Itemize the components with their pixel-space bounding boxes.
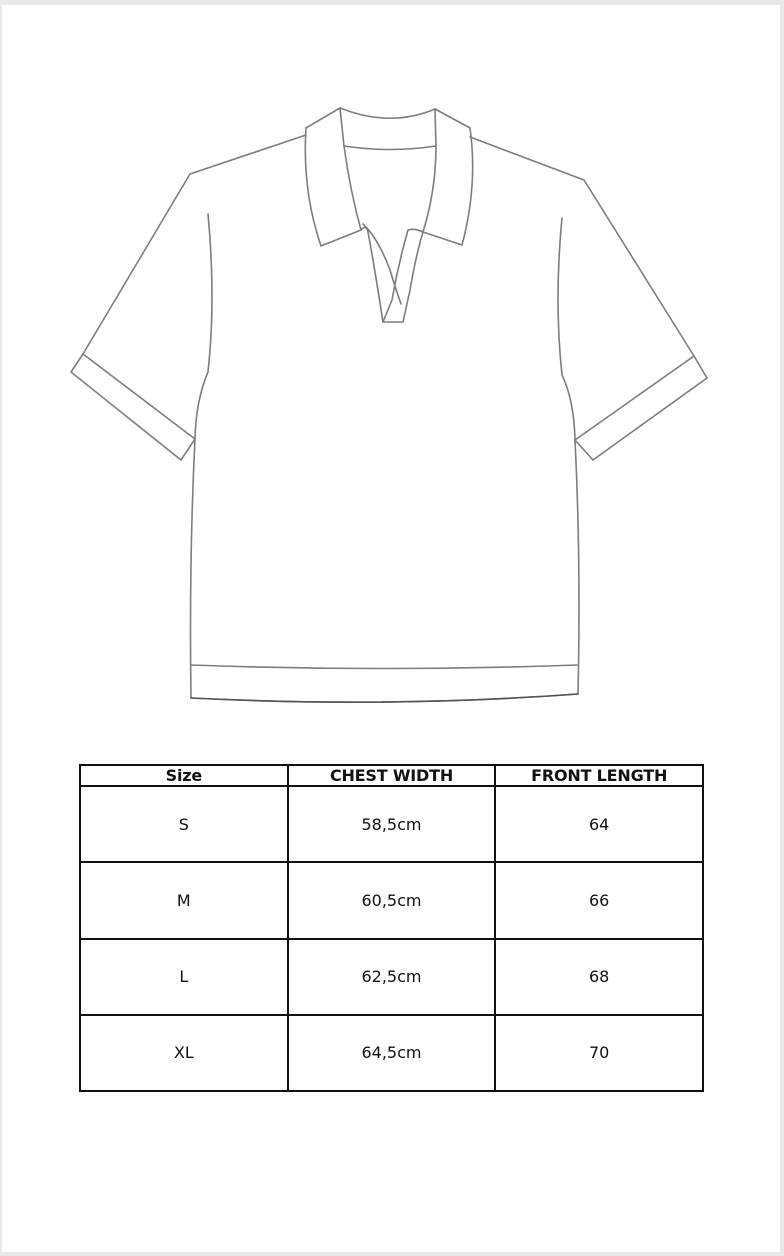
table-row (80, 1015, 703, 1091)
cell-size: L (80, 939, 288, 1015)
cell-chest-width: 58,5cm (288, 786, 496, 862)
cell-front-length: 66 (495, 862, 703, 938)
cell-size: XL (80, 1015, 288, 1091)
collar-back-band (340, 108, 435, 118)
cell-chest-width: 64,5cm (288, 1015, 496, 1091)
table-header-row (80, 765, 703, 786)
hem-edge (191, 694, 578, 702)
cell-size: M (80, 862, 288, 938)
collar-neckline (344, 146, 436, 150)
size-chart-table (79, 764, 704, 1092)
right-collar (423, 109, 473, 245)
table-row (80, 862, 703, 938)
hem-band (191, 665, 577, 669)
table-row (80, 939, 703, 1015)
cell-front-length: 70 (495, 1015, 703, 1091)
cell-size: S (80, 786, 288, 862)
right-sleeve-cuff (575, 356, 694, 440)
cell-front-length: 64 (495, 786, 703, 862)
cell-chest-width: 62,5cm (288, 939, 496, 1015)
placket-right (383, 229, 423, 322)
table-row (80, 786, 703, 862)
right-side-seam (558, 218, 575, 440)
header-chest-width: CHEST WIDTH (288, 765, 496, 786)
header-size: Size (80, 765, 288, 786)
left-side-seam (195, 214, 212, 439)
cell-front-length: 68 (495, 939, 703, 1015)
cell-chest-width: 60,5cm (288, 862, 496, 938)
left-collar (305, 108, 361, 246)
placket-left (361, 227, 383, 322)
header-front-length: FRONT LENGTH (495, 765, 703, 786)
shirt-body-outline (71, 135, 707, 702)
